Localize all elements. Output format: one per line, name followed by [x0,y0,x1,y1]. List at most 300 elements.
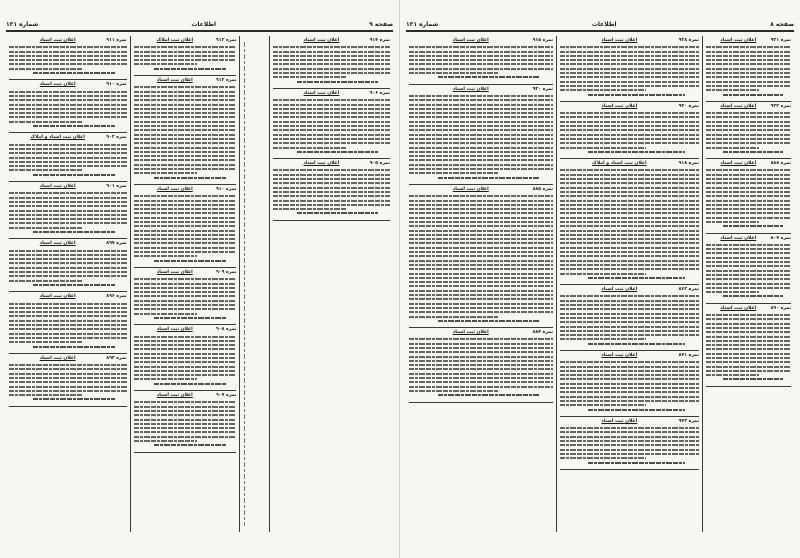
text-line [9,95,127,97]
text-line [560,200,699,202]
text-line [560,204,699,206]
text-line [9,254,127,256]
text-line [706,55,791,57]
notice-header [134,78,237,84]
text-line [134,283,237,285]
text-line [706,116,791,118]
text-line [134,378,198,380]
text-line [560,404,646,406]
text-line [33,231,115,233]
text-line [588,277,685,279]
text-line [706,51,791,53]
text-line [9,250,127,252]
notice-ref: نمره ۹۱۰ [106,82,127,88]
text-line [560,81,699,83]
text-line [409,121,553,123]
notice-header [706,236,791,242]
text-line [409,268,553,270]
text-line [560,255,699,257]
text-line [273,116,390,118]
text-line [706,348,791,350]
text-line [273,147,345,149]
text-line [560,242,699,244]
notice-header [134,327,237,333]
text-line [560,308,699,310]
text-line [706,366,791,368]
text-line [9,303,127,305]
text-line [409,68,553,70]
text-line [33,72,115,74]
text-line [706,344,791,346]
text-line [134,230,237,232]
notice [409,36,553,85]
text-line [588,462,685,464]
text-line [134,295,237,297]
text-line [9,307,127,309]
page-number: صفحه ۹ [369,21,393,28]
text-line [560,129,699,131]
text-line [409,242,553,244]
text-line [560,138,699,140]
text-line [560,46,699,48]
text-line [9,394,82,396]
text-line [560,68,699,70]
text-line [134,168,237,170]
text-line [560,431,699,433]
text-line [560,378,699,380]
text-line [134,138,237,140]
text-line [438,76,539,78]
text-line [134,304,237,306]
notice [706,36,791,102]
text-line [33,346,115,348]
notice [9,292,127,354]
text-line [273,76,345,78]
text-line [560,374,699,376]
text-line [134,255,198,257]
text-line [560,427,699,429]
notice-ref: نمره ۸۹۷ [106,241,127,247]
text-line [560,453,699,455]
text-line [134,436,237,438]
notice-header [9,184,127,190]
text-line [409,298,553,300]
text-line [723,295,783,297]
text-line [409,264,553,266]
notice [9,133,127,182]
notice [134,36,237,76]
notice-title: اعلان ثبت اسناد [720,103,757,109]
text-line [409,247,553,249]
text-line [9,148,127,150]
text-line [706,336,791,338]
notice [706,102,791,159]
text-line [273,104,390,106]
text-line [273,191,390,193]
text-line [706,257,791,259]
text-line [706,138,791,140]
notice-title: اعلان ثبت اسناد [156,78,193,84]
notice-title: اعلان ثبت اسناد [601,353,638,358]
text-line [273,112,390,114]
notice-title: اعلان ثبت اسناد [156,393,193,399]
notice [706,159,791,233]
text-line [706,72,791,74]
text-line [273,169,390,171]
text-line [409,147,553,149]
text-line [33,125,115,127]
text-line [706,291,759,293]
text-line [9,368,127,370]
issue-number: شماره ۱۳۱ [406,21,439,28]
text-line [9,157,127,159]
text-line [409,338,553,340]
right-page-header [406,16,794,28]
text-line [560,112,699,114]
text-line [409,195,553,197]
notice-title: اعلان ثبت اسناد [39,241,76,247]
text-line [409,273,553,275]
text-line [706,129,791,131]
text-line [134,225,237,227]
text-line [134,423,237,425]
notice [560,36,699,102]
notice-header [409,187,553,193]
text-line [9,197,127,199]
text-line [134,99,237,101]
text-line [560,217,699,219]
notice-title: اعلان ثبت اسناد [303,90,340,96]
text-line [134,155,237,157]
text-line [560,330,699,332]
notice [273,36,390,89]
notice-title: اعلان ثبت اسناد [601,103,638,109]
notice-title: اعلان ثبت اسناد [303,161,340,167]
text-line [706,89,759,91]
text-line [560,338,646,340]
text-line [560,313,699,315]
text-line [134,336,237,338]
notice-title: اعلان ثبت اسناد [720,305,757,311]
text-line [560,121,699,123]
text-line [706,85,791,87]
text-line [560,264,699,266]
text-line [409,95,553,97]
text-line [134,95,237,97]
notice-ref: نمره ۹۰۱ [106,184,127,190]
text-line [706,169,791,171]
text-line [409,285,553,287]
notice-header [560,353,699,359]
text-line [409,390,498,392]
text-line [560,76,699,78]
notice-ref: نمره ۹۲۸ [678,38,699,43]
notice-ref: نمره ۹۰۲ [106,135,127,141]
notice-ref: نمره ۹۰۶ [369,90,390,96]
notice [560,351,699,417]
text-line [409,255,553,257]
text-line [409,125,553,127]
text-line [134,234,237,236]
text-line [9,275,127,277]
text-line [134,291,237,293]
text-line [134,247,237,249]
notice-title: اعلان ثبت اسناد [720,235,757,241]
text-line [9,364,127,366]
text-line [134,238,237,240]
text-line [723,378,783,380]
text-line [9,320,127,322]
text-line [154,317,226,319]
text-line [706,134,791,136]
notice-title: اعلان ثبت اسناد و املاک [592,161,647,167]
text-line [560,366,699,368]
text-line [273,59,390,61]
text-line [409,172,498,174]
notice [560,417,699,470]
text-line [706,142,791,144]
text-line [9,377,127,379]
notice-ref: نمره ۸۶۲ [678,287,699,293]
text-line [409,294,553,296]
column [130,36,240,532]
text-line [134,440,198,442]
text-line [560,174,699,176]
text-line [134,251,237,253]
text-line [134,427,237,429]
text-line [9,315,127,317]
notice-title: اعلان ثبت اسناد [303,38,340,43]
text-line [9,165,127,167]
text-line [9,192,127,194]
text-line [706,340,791,342]
notice-ref: نمره ۹۰۷ [215,393,237,399]
notice-header [9,241,127,247]
text-line [9,333,127,335]
text-line [134,129,237,131]
text-line [706,195,791,197]
text-line [9,214,127,216]
text-line [706,204,791,206]
text-line [706,76,791,78]
text-line [409,368,553,370]
text-line [560,370,699,372]
text-line [134,313,198,315]
text-line [409,351,553,353]
text-line [409,303,553,305]
text-line [9,99,127,101]
text-line [9,169,82,171]
text-line [134,147,237,149]
text-line [409,204,553,206]
notice-title: اعلان ثبت اسناد [601,38,638,43]
text-line [134,200,237,202]
text-line [134,108,237,110]
text-line [9,55,127,57]
notice-header [560,419,699,425]
text-line [409,200,553,202]
text-line [409,99,553,101]
notice [560,285,699,351]
text-line [33,284,115,286]
text-line [409,290,553,292]
column [269,36,393,532]
text-line [273,99,390,101]
text-line [9,227,82,229]
text-line [560,187,699,189]
text-line [9,59,127,61]
notice-header [9,135,127,141]
text-line [9,258,127,260]
text-line [273,142,390,144]
notice-header [9,356,127,362]
text-line [560,116,699,118]
notice-ref: نمره ۹۱۵ [532,38,553,43]
text-line [154,383,226,385]
text-line [706,121,791,123]
text-line [560,134,699,136]
text-line [560,326,699,328]
text-line [560,89,646,91]
text-line [134,91,237,93]
text-line [409,112,553,114]
notice-header [9,38,127,44]
text-line [409,155,553,157]
notice-title: اعلان ثبت اسناد [720,38,757,43]
text-line [409,311,553,313]
text-line [134,59,237,61]
text-line [134,242,237,244]
text-line [706,46,791,48]
text-line [560,321,699,323]
notice-header [706,104,791,110]
text-line [723,225,783,227]
text-line [134,300,237,302]
text-line [134,159,237,161]
text-line [560,238,699,240]
text-line [409,364,553,366]
text-line [273,63,390,65]
text-line [409,260,553,262]
text-line [560,247,699,249]
text-line [9,328,127,330]
notice [9,80,127,133]
text-line [560,55,699,57]
notice-header [706,161,791,167]
notice-ref: نمره ۸۹۰ [770,305,791,311]
text-line [273,174,390,176]
text-line [9,222,127,224]
text-line [134,414,237,416]
column [556,36,702,532]
text-line [409,142,553,144]
text-line [273,204,390,206]
text-line [154,177,226,179]
text-line [409,208,553,210]
notice-ref: نمره ۹۴۲ [678,418,699,424]
left-page-columns [6,36,393,532]
text-line [134,51,237,53]
text-line [560,457,646,459]
text-line [706,147,759,149]
notice-title: اعلان ثبت اسناد و املاک [30,135,85,141]
notice-title: اعلان ثبت اسناد [39,82,76,88]
notice-ref: نمره ۹۰۹ [215,269,237,275]
notice-header [560,38,699,44]
text-line [409,277,553,279]
notice-header [273,91,390,97]
notice-header [409,87,553,93]
notice-header [134,38,237,44]
text-line [409,151,553,153]
notice-ref: نمره ۹۱۰ [215,186,237,192]
text-line [409,238,553,240]
text-line [9,280,82,282]
notice-header [134,270,237,276]
text-line [134,348,237,350]
notice [134,268,237,325]
text-line [134,361,237,363]
text-line [560,195,699,197]
notice-title: اعلان ثبت اسناد [39,38,76,43]
text-line [560,304,699,306]
text-line [9,337,127,339]
text-line [33,398,115,400]
text-line [154,68,226,70]
text-line [560,125,699,127]
text-line [409,343,553,345]
notice-ref: نمره ۹۰۵ [369,161,390,167]
text-line [409,373,553,375]
text-line [9,68,82,70]
text-line [706,212,791,214]
header-rule [406,30,794,32]
text-line [409,138,553,140]
text-line [9,390,127,392]
text-line [560,225,699,227]
notice [409,185,553,328]
text-line [134,401,237,403]
notice-title: اعلان ثبت اسناد [39,184,76,190]
notice-ref: نمره ۸۸۸ [770,161,791,167]
notice [560,102,699,159]
text-line [438,394,539,396]
text-line [134,112,237,114]
text-line [409,46,553,48]
text-line [409,212,553,214]
notice [409,328,553,402]
header-rule [6,30,393,32]
notice-title: اعلان ثبت اسناد [601,418,638,424]
text-line [9,161,127,163]
text-line [9,386,127,388]
text-line [9,104,127,106]
text-line [560,295,699,297]
text-line [560,234,699,236]
text-line [134,357,237,359]
page-number: صفحه ۸ [770,21,794,28]
text-line [706,178,791,180]
text-line [706,244,791,246]
text-line [560,273,646,275]
notice-title: اعلان ثبت اسناد [601,287,638,293]
notice-ref: نمره ۹۲۰ [532,86,553,92]
text-line [706,318,791,320]
text-line [134,204,237,206]
notice-ref: نمره ۸۸۵ [532,186,553,192]
text-line [273,108,390,110]
text-line [706,370,791,372]
